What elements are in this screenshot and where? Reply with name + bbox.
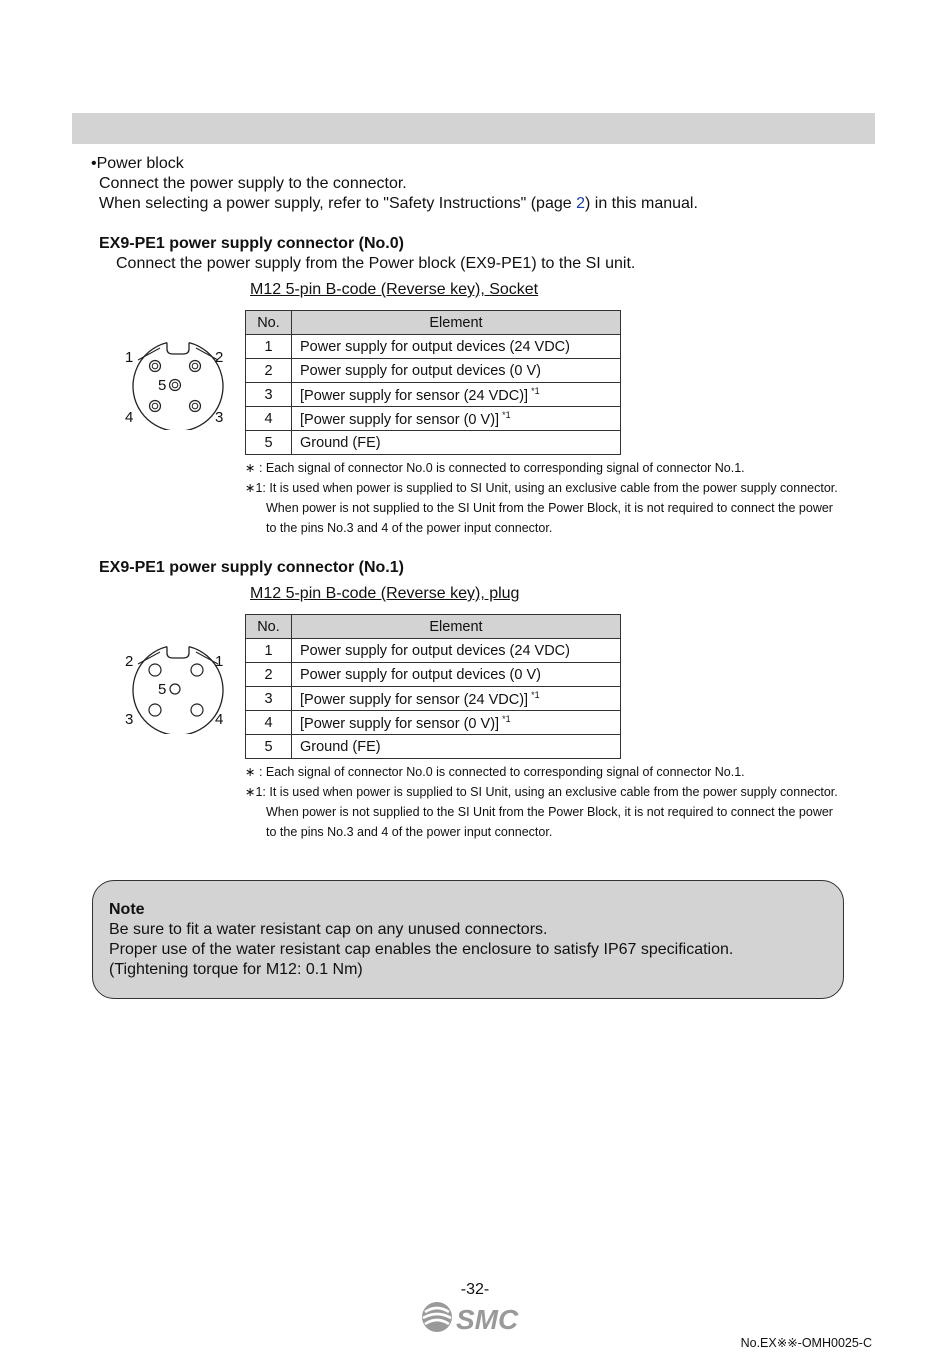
doc-number: No.EX※※-OMH0025-C xyxy=(740,1336,872,1350)
connector0-table xyxy=(245,310,621,455)
socket-pin-3 xyxy=(190,401,201,412)
connector0-note-3: When power is not supplied to the SI Unit from the Power Block, it is not required to connect the power xyxy=(266,501,833,515)
socket-diagram xyxy=(118,330,238,430)
cell-no: 4 xyxy=(246,711,292,735)
note-line-2: Proper use of the water resistant cap enables the enclosure to satisfy IP67 specification. xyxy=(109,941,734,958)
smc-logo-text: SMC xyxy=(456,1304,519,1335)
table-header-row xyxy=(246,615,621,639)
page-link[interactable]: 2 xyxy=(576,195,585,212)
connector1-table xyxy=(245,614,621,759)
table-row xyxy=(246,663,621,687)
cell-element: Power supply for output devices (24 VDC) xyxy=(292,335,621,359)
socket-pin-1 xyxy=(150,361,161,372)
socket-pin-5 xyxy=(170,380,181,391)
plug-pin-3 xyxy=(149,704,161,716)
connector0-subtitle: M12 5-pin B-code (Reverse key), Socket xyxy=(250,281,539,298)
connector1-note-3: When power is not supplied to the SI Unit from the Power Block, it is not required to connect the power xyxy=(266,805,833,819)
connector0-note-4: to the pins No.3 and 4 of the power input connector. xyxy=(266,521,553,535)
header-bar xyxy=(72,113,875,144)
connector1-heading: EX9-PE1 power supply connector (No.1) xyxy=(99,559,404,576)
col-element-header: Element xyxy=(292,311,621,335)
cell-no: 5 xyxy=(246,431,292,455)
footnote-ref: *1 xyxy=(502,409,511,420)
socket-label-1: 1 xyxy=(125,349,134,366)
socket-label-3: 3 xyxy=(215,409,224,426)
plug-label-4: 4 xyxy=(215,711,224,728)
footnote-ref: *1 xyxy=(531,689,540,700)
table-row xyxy=(246,431,621,455)
connector0-heading: EX9-PE1 power supply connector (No.0) xyxy=(99,235,404,252)
connector1-note-1: ∗ : Each signal of connector No.0 is connected to corresponding signal of connector No.1. xyxy=(245,765,745,779)
note-line-3: (Tightening torque for M12: 0.1 Nm) xyxy=(109,961,363,978)
table-row xyxy=(246,639,621,663)
connector0-description: Connect the power supply from the Power block (EX9-PE1) to the SI unit. xyxy=(116,255,636,272)
connector0-note-2: ∗1: It is used when power is supplied to SI Unit, using an exclusive cable from the power supply connector. xyxy=(245,481,838,495)
connector0-note-1: ∗ : Each signal of connector No.0 is connected to corresponding signal of connector No.1. xyxy=(245,461,745,475)
socket-label-4: 4 xyxy=(125,409,134,426)
socket-label-5: 5 xyxy=(158,377,167,394)
cell-element: Power supply for output devices (0 V) xyxy=(292,663,621,687)
note-title: Note xyxy=(109,901,145,918)
cell-no: 3 xyxy=(246,383,292,407)
plug-pin-1 xyxy=(191,664,203,676)
section-title: •Power block xyxy=(91,155,184,172)
plug-pin-4 xyxy=(191,704,203,716)
plug-diagram xyxy=(118,634,238,734)
plug-label-1: 1 xyxy=(215,653,224,670)
cell-element: Power supply for output devices (24 VDC) xyxy=(292,639,621,663)
table-row xyxy=(246,735,621,759)
footnote-ref: *1 xyxy=(502,713,511,724)
note-line-1: Be sure to fit a water resistant cap on any unused connectors. xyxy=(109,921,548,938)
plug-pin-2 xyxy=(149,664,161,676)
col-no-header: No. xyxy=(246,311,292,335)
cell-no: 5 xyxy=(246,735,292,759)
cell-element: Power supply for output devices (0 V) xyxy=(292,359,621,383)
cell-no: 2 xyxy=(246,359,292,383)
cell-element: [Power supply for sensor (0 V)] $^{*1}$ xyxy=(292,711,621,735)
table-row xyxy=(246,407,621,431)
table-header-row xyxy=(246,311,621,335)
plug-label-5: 5 xyxy=(158,681,167,698)
socket-pin-4 xyxy=(150,401,161,412)
col-no-header: No. xyxy=(246,615,292,639)
plug-pin-5 xyxy=(170,684,180,694)
socket-pin-2 xyxy=(190,361,201,372)
table-row xyxy=(246,383,621,407)
connector1-note-4: to the pins No.3 and 4 of the power input connector. xyxy=(266,825,553,839)
smc-logo-icon xyxy=(422,1302,452,1332)
cell-element: Ground (FE) xyxy=(292,431,621,455)
plug-label-2: 2 xyxy=(125,653,134,670)
table-row xyxy=(246,711,621,735)
col-element-header: Element xyxy=(292,615,621,639)
cell-no: 1 xyxy=(246,639,292,663)
socket-label-2: 2 xyxy=(215,349,224,366)
cell-no: 1 xyxy=(246,335,292,359)
intro-line-1: Connect the power supply to the connector. xyxy=(99,175,407,192)
cell-element: [Power supply for sensor (24 VDC)] $^{*1}$ xyxy=(292,383,621,407)
cell-element: [Power supply for sensor (24 VDC)] $^{*1}$ xyxy=(292,687,621,711)
page-number: -32- xyxy=(460,1281,490,1298)
footnote-ref: *1 xyxy=(531,385,540,396)
cell-element: [Power supply for sensor (0 V)] $^{*1}$ xyxy=(292,407,621,431)
cell-element: Ground (FE) xyxy=(292,735,621,759)
cell-no: 4 xyxy=(246,407,292,431)
table-row xyxy=(246,687,621,711)
cell-no: 2 xyxy=(246,663,292,687)
intro-line-2: When selecting a power supply, refer to "Safety Instructions" (page 2) in this manual. xyxy=(99,195,698,212)
connector1-note-2: ∗1: It is used when power is supplied to SI Unit, using an exclusive cable from the power supply connector. xyxy=(245,785,838,799)
table-row xyxy=(246,359,621,383)
connector1-subtitle: M12 5-pin B-code (Reverse key), plug xyxy=(250,585,520,602)
plug-label-3: 3 xyxy=(125,711,134,728)
table-row xyxy=(246,335,621,359)
cell-no: 3 xyxy=(246,687,292,711)
smc-logo xyxy=(420,1300,530,1336)
